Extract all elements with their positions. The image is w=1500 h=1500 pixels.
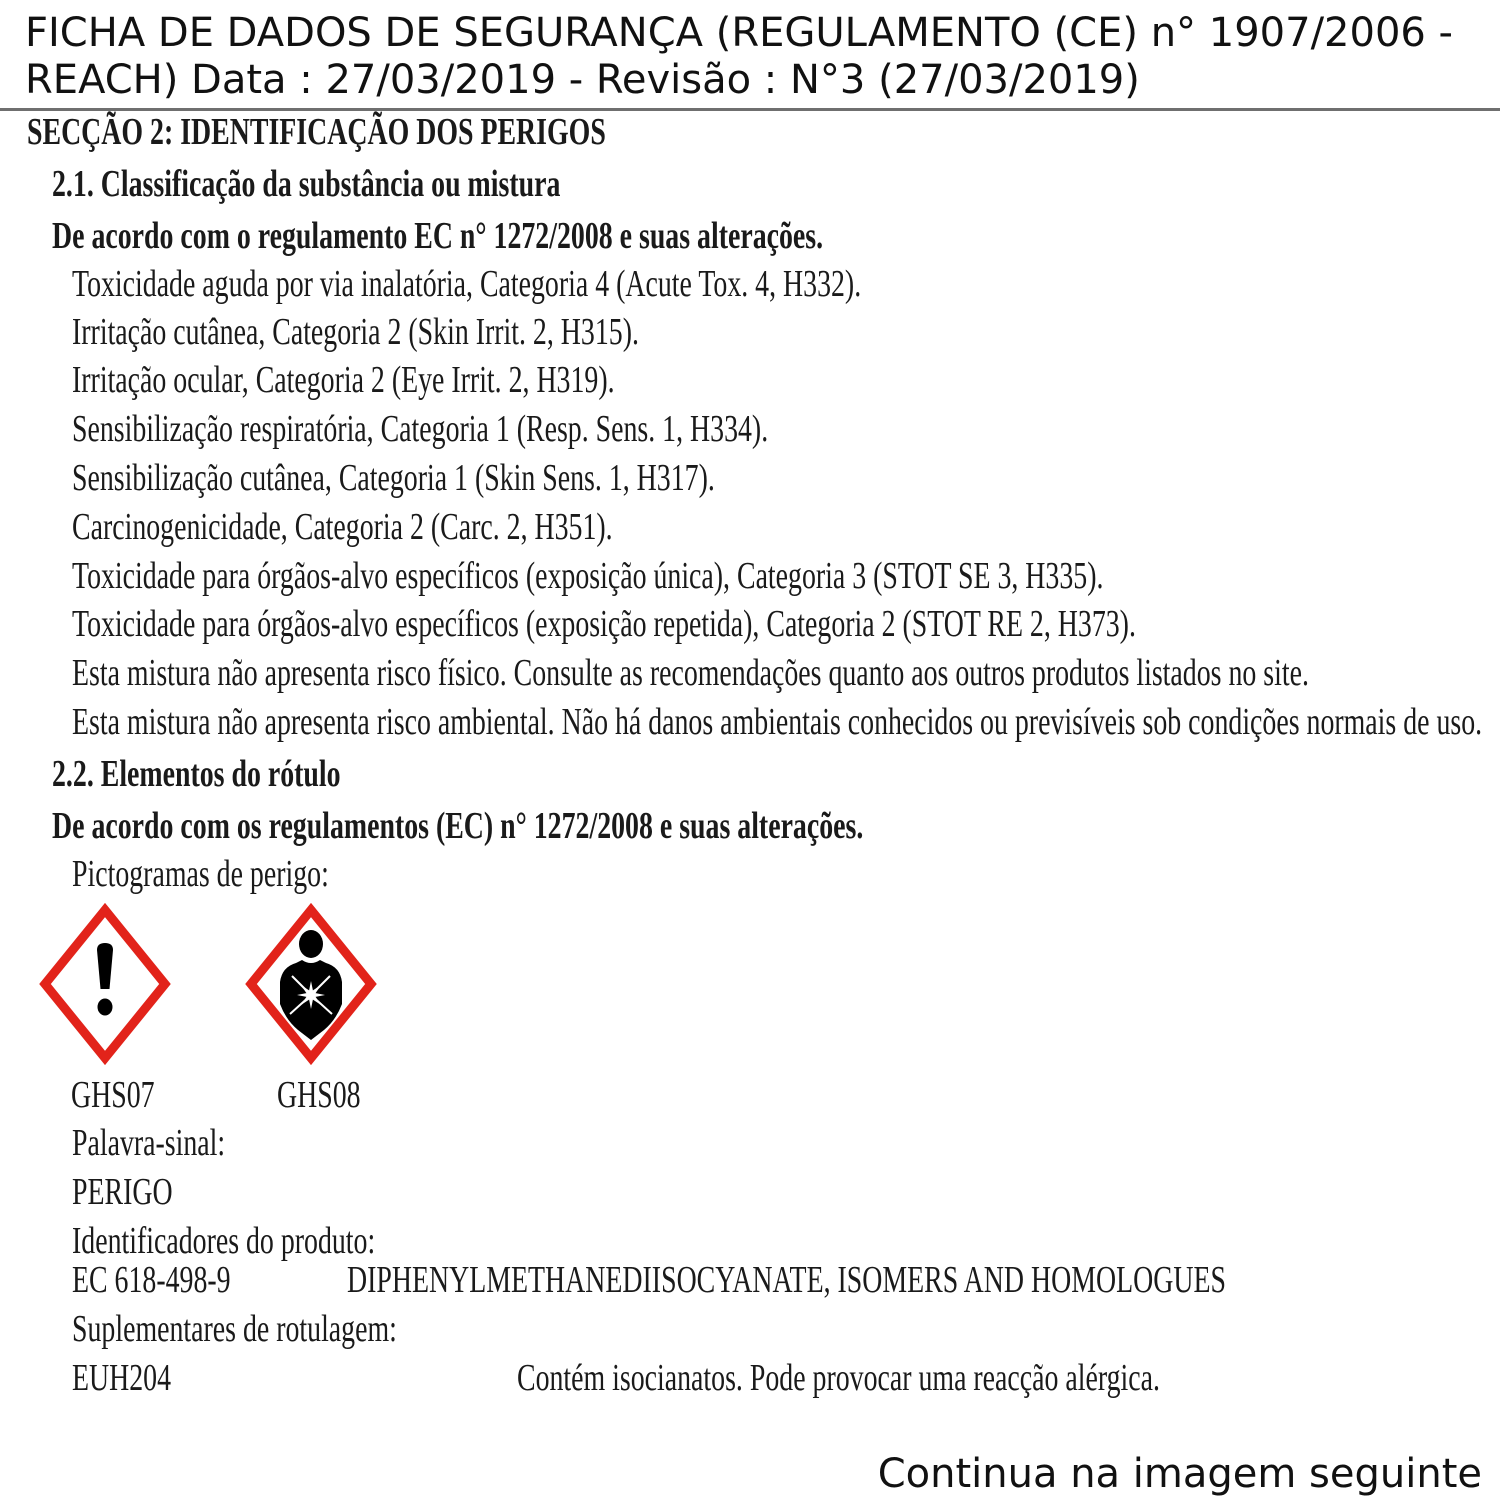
chest-starburst	[297, 981, 325, 1009]
exclamation-mark-icon	[34, 896, 176, 1072]
subsection-2-2-heading: 2.2. Elementos do rótulo	[52, 753, 341, 795]
supplementary-text: Contém isocianatos. Pode provocar uma reacção alérgica.	[517, 1357, 1160, 1399]
regulation-note: De acordo com o regulamento EC n° 1272/2008 e suas alterações.	[52, 215, 824, 257]
classification-item: Sensibilização respiratória, Categoria 1 (Resp. Sens. 1, H334).	[72, 408, 769, 450]
pictogram-code-label: GHS08	[277, 1074, 361, 1116]
classification-item: Irritação cutânea, Categoria 2 (Skin Irrit. 2, H315).	[72, 311, 639, 353]
document-header	[25, 10, 1453, 104]
product-identifier-code: EC 618-498-9	[72, 1259, 231, 1301]
health-hazard-icon	[240, 896, 382, 1072]
classification-item: Irritação ocular, Categoria 2 (Eye Irrit. 2, H319).	[72, 359, 615, 401]
classification-item: Esta mistura não apresenta risco ambiental. Não há danos ambientais conhecidos ou previsíveis sob condições normais de uso.	[72, 701, 1483, 743]
classification-item: Carcinogenicidade, Categoria 2 (Carc. 2, H351).	[72, 506, 613, 548]
pictogram-ghs08	[240, 896, 382, 1072]
classification-item: Sensibilização cutânea, Categoria 1 (Skin Sens. 1, H317).	[72, 457, 715, 499]
regulation-note: De acordo com os regulamentos (EC) n° 1272/2008 e suas alterações.	[52, 805, 864, 847]
continue-note: Continua na imagem seguinte	[877, 1451, 1482, 1497]
supplementary-code: EUH204	[72, 1357, 172, 1399]
pictogram-ghs07	[34, 896, 176, 1072]
product-identifiers-label: Identificadores do produto:	[72, 1220, 376, 1262]
product-identifier-name: DIPHENYLMETHANEDIISOCYANATE, ISOMERS AND HOMOLOGUES	[347, 1259, 1226, 1301]
exclamation-dot	[98, 999, 113, 1016]
section-title: SECÇÃO 2: IDENTIFICAÇÃO DOS PERIGOS	[27, 111, 606, 153]
classification-item: Toxicidade para órgãos-alvo específicos (exposição repetida), Categoria 2 (STOT RE 2, H373).	[72, 603, 1136, 645]
classification-item: Esta mistura não apresenta risco físico. Consulte as recomendações quanto aos outros produtos listados no site.	[72, 652, 1309, 694]
silhouette-head	[299, 930, 323, 958]
header-line-1: FICHA DE DADOS DE SEGURANÇA (REGULAMENTO (CE) n° 1907/2006 -	[25, 10, 1453, 56]
header-line-2: REACH) Data : 27/03/2019 - Revisão : N°3 (27/03/2019)	[25, 57, 1140, 103]
signal-word: PERIGO	[72, 1171, 173, 1213]
signal-word-label: Palavra-sinal:	[72, 1122, 226, 1164]
pictogram-code-label: GHS07	[71, 1074, 155, 1116]
pictograms-label: Pictogramas de perigo:	[72, 853, 329, 895]
classification-item: Toxicidade aguda por via inalatória, Categoria 4 (Acute Tox. 4, H332).	[72, 263, 862, 305]
subsection-2-1-heading: 2.1. Classificação da substância ou mistura	[52, 163, 561, 205]
supplementary-label: Suplementares de rotulagem:	[72, 1308, 397, 1350]
classification-item: Toxicidade para órgãos-alvo específicos (exposição única), Categoria 3 (STOT SE 3, H335).	[72, 555, 1104, 597]
